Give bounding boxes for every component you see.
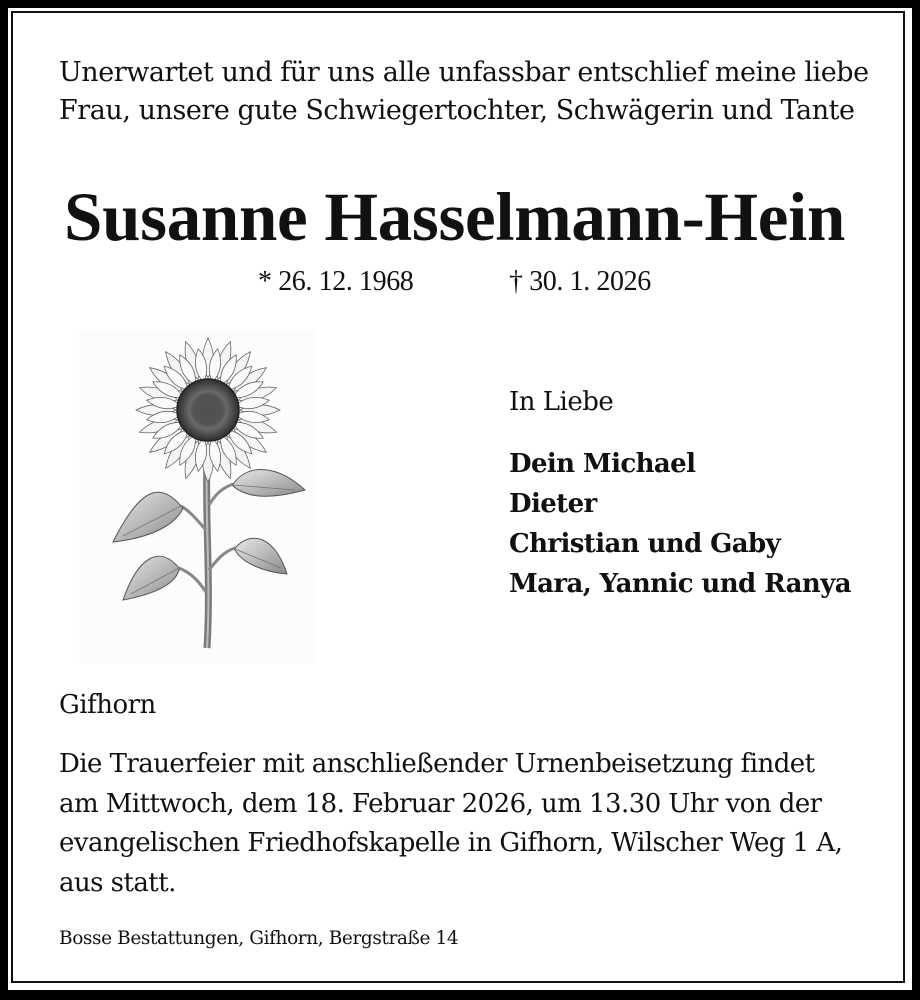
intro-text (59, 54, 869, 130)
sunflower-icon (79, 330, 315, 664)
deceased-name: Susanne Hasselmann-Hein (64, 179, 846, 255)
service-line: am Mittwoch, dem 18. Februar 2026, um 13.30 Uhr von der (59, 788, 822, 819)
birth-date: * 26. 12. 1968 (258, 266, 414, 297)
service-line: aus statt. (59, 867, 176, 898)
mourners-list (509, 444, 851, 604)
intro-line: Frau, unsere gute Schwiegertochter, Schwägerin und Tante (59, 95, 855, 126)
place-text: Gifhorn (59, 690, 156, 720)
death-date: † 30. 1. 2026 (509, 266, 651, 297)
mourner-name: Dieter (509, 489, 597, 519)
service-details (59, 745, 842, 903)
sunflower-image (79, 330, 315, 664)
service-line: evangelischen Friedhofskapelle in Gifhorn, Wilscher Weg 1 A, (59, 828, 843, 858)
intro-line: Unerwartet und für uns alle unfassbar entschlief meine liebe (59, 57, 869, 88)
mourner-name: Christian und Gaby (509, 529, 781, 559)
in-love-text: In Liebe (509, 387, 614, 417)
obituary-notice (8, 8, 912, 990)
mourner-name: Mara, Yannic und Ranya (509, 569, 851, 599)
mourner-name: Dein Michael (509, 449, 696, 479)
undertaker-info: Bosse Bestattungen, Gifhorn, Bergstraße 14 (59, 928, 459, 949)
service-line: Die Trauerfeier mit anschließender Urnenbeisetzung findet (59, 749, 815, 779)
